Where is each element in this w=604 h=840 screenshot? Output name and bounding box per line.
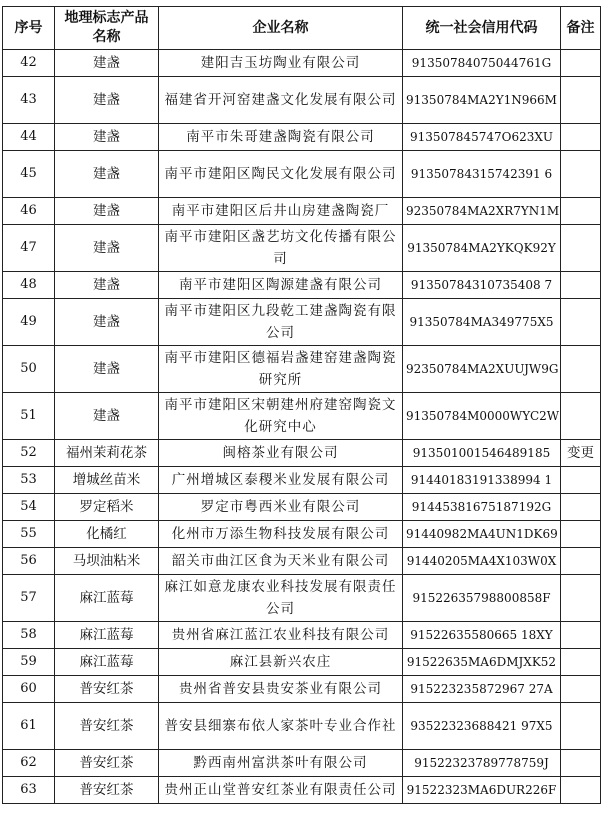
row-remark <box>561 494 601 521</box>
table-row <box>3 575 601 622</box>
enterprise-table <box>2 6 601 804</box>
row-company-name: 贵州省普安县贵安茶业有限公司 <box>159 676 403 703</box>
row-remark <box>561 198 601 225</box>
row-company-name: 韶关市曲江区食为天米业有限公司 <box>159 548 403 575</box>
row-product-name: 建盏 <box>55 77 159 124</box>
row-credit-code: 91522635798800858F <box>403 575 561 622</box>
row-number: 42 <box>3 50 55 77</box>
row-number: 51 <box>3 393 55 440</box>
row-credit-code: 913501001546489185 <box>403 440 561 467</box>
row-product-name: 建盏 <box>55 299 159 346</box>
table-row <box>3 50 601 77</box>
row-number: 54 <box>3 494 55 521</box>
row-company-name: 贵州正山堂普安红茶业有限责任公司 <box>159 777 403 804</box>
table-row <box>3 467 601 494</box>
table-row <box>3 521 601 548</box>
table-row <box>3 649 601 676</box>
row-company-name: 麻江如意龙康农业科技发展有限责任公司 <box>159 575 403 622</box>
row-product-name: 罗定稻米 <box>55 494 159 521</box>
row-number: 46 <box>3 198 55 225</box>
row-product-name: 福州茉莉花茶 <box>55 440 159 467</box>
row-credit-code: 915223235872967 27A <box>403 676 561 703</box>
header-no: 序号 <box>3 7 55 50</box>
row-number: 50 <box>3 346 55 393</box>
row-remark <box>561 393 601 440</box>
row-company-name: 广州增城区泰稷米业发展有限公司 <box>159 467 403 494</box>
row-product-name: 麻江蓝莓 <box>55 575 159 622</box>
row-credit-code: 91350784MA349775X5 <box>403 299 561 346</box>
row-credit-code: 91350784315742391 6 <box>403 151 561 198</box>
table-row <box>3 299 601 346</box>
row-remark <box>561 272 601 299</box>
header-remark: 备注 <box>561 7 601 50</box>
row-number: 57 <box>3 575 55 622</box>
table-row <box>3 272 601 299</box>
row-company-name: 建阳吉玉坊陶业有限公司 <box>159 50 403 77</box>
table-row <box>3 750 601 777</box>
row-number: 62 <box>3 750 55 777</box>
header-code: 统一社会信用代码 <box>403 7 561 50</box>
row-number: 61 <box>3 703 55 750</box>
row-company-name: 罗定市粤西米业有限公司 <box>159 494 403 521</box>
row-credit-code: 91445381675187192G <box>403 494 561 521</box>
row-remark <box>561 521 601 548</box>
row-product-name: 建盏 <box>55 50 159 77</box>
row-remark <box>561 151 601 198</box>
header-product: 地理标志产品名称 <box>55 7 159 50</box>
row-company-name: 闽榕茶业有限公司 <box>159 440 403 467</box>
row-company-name: 福建省开河窑建盏文化发展有限公司 <box>159 77 403 124</box>
row-number: 48 <box>3 272 55 299</box>
row-number: 56 <box>3 548 55 575</box>
row-remark <box>561 750 601 777</box>
row-company-name: 南平市朱哥建盏陶瓷有限公司 <box>159 124 403 151</box>
row-company-name: 贵州省麻江蓝江农业科技有限公司 <box>159 622 403 649</box>
row-company-name: 南平市建阳区陶源建盏有限公司 <box>159 272 403 299</box>
table-row <box>3 622 601 649</box>
table-header-row <box>3 7 601 50</box>
row-number: 63 <box>3 777 55 804</box>
row-company-name: 麻江县新兴农庄 <box>159 649 403 676</box>
table-row <box>3 124 601 151</box>
row-remark <box>561 77 601 124</box>
row-product-name: 普安红茶 <box>55 777 159 804</box>
row-number: 43 <box>3 77 55 124</box>
row-product-name: 化橘红 <box>55 521 159 548</box>
row-credit-code: 93522323688421 97X5 <box>403 703 561 750</box>
row-product-name: 马坝油粘米 <box>55 548 159 575</box>
row-credit-code: 91350784075044761G <box>403 50 561 77</box>
row-number: 59 <box>3 649 55 676</box>
row-remark <box>561 703 601 750</box>
row-credit-code: 91522635MA6DMJXK52 <box>403 649 561 676</box>
row-remark <box>561 299 601 346</box>
row-credit-code: 91440205MA4X103W0X <box>403 548 561 575</box>
row-product-name: 建盏 <box>55 393 159 440</box>
row-company-name: 南平市建阳区盏艺坊文化传播有限公司 <box>159 225 403 272</box>
row-remark <box>561 50 601 77</box>
row-product-name: 麻江蓝莓 <box>55 622 159 649</box>
row-credit-code: 92350784MA2XR7YN1M <box>403 198 561 225</box>
row-product-name: 建盏 <box>55 346 159 393</box>
header-company: 企业名称 <box>159 7 403 50</box>
row-number: 45 <box>3 151 55 198</box>
row-remark <box>561 777 601 804</box>
table-row <box>3 548 601 575</box>
row-product-name: 普安红茶 <box>55 703 159 750</box>
row-credit-code: 91522635580665 18XY <box>403 622 561 649</box>
row-product-name: 建盏 <box>55 225 159 272</box>
row-company-name: 南平市建阳区陶民文化发展有限公司 <box>159 151 403 198</box>
table-row <box>3 151 601 198</box>
table-row <box>3 346 601 393</box>
table-row <box>3 440 601 467</box>
row-credit-code: 91350784MA2Y1N966M <box>403 77 561 124</box>
row-product-name: 麻江蓝莓 <box>55 649 159 676</box>
row-credit-code: 91440982MA4UN1DK69 <box>403 521 561 548</box>
row-remark: 变更 <box>561 440 601 467</box>
row-company-name: 黔西南州富洪茶叶有限公司 <box>159 750 403 777</box>
row-product-name: 建盏 <box>55 151 159 198</box>
row-product-name: 建盏 <box>55 272 159 299</box>
row-credit-code: 91522323MA6DUR226F <box>403 777 561 804</box>
table-row <box>3 393 601 440</box>
row-remark <box>561 676 601 703</box>
row-company-name: 南平市建阳区九段乾工建盏陶瓷有限公司 <box>159 299 403 346</box>
row-remark <box>561 467 601 494</box>
row-credit-code: 91350784310735408 7 <box>403 272 561 299</box>
row-remark <box>561 622 601 649</box>
row-remark <box>561 548 601 575</box>
row-credit-code: 91350784M0000WYC2W <box>403 393 561 440</box>
row-number: 47 <box>3 225 55 272</box>
row-number: 52 <box>3 440 55 467</box>
row-number: 49 <box>3 299 55 346</box>
row-product-name: 建盏 <box>55 198 159 225</box>
row-number: 44 <box>3 124 55 151</box>
row-product-name: 增城丝苗米 <box>55 467 159 494</box>
row-company-name: 化州市万添生物科技发展有限公司 <box>159 521 403 548</box>
row-remark <box>561 346 601 393</box>
row-product-name: 普安红茶 <box>55 676 159 703</box>
row-credit-code: 913507845747O623XU <box>403 124 561 151</box>
table-row <box>3 198 601 225</box>
row-remark <box>561 225 601 272</box>
row-credit-code: 91350784MA2YKQK92Y <box>403 225 561 272</box>
row-number: 53 <box>3 467 55 494</box>
row-credit-code: 91440183191338994 1 <box>403 467 561 494</box>
row-number: 58 <box>3 622 55 649</box>
row-company-name: 南平市建阳区后井山房建盏陶瓷厂 <box>159 198 403 225</box>
table-row <box>3 77 601 124</box>
row-company-name: 南平市建阳区宋朝建州府建窑陶瓷文化研究中心 <box>159 393 403 440</box>
row-number: 55 <box>3 521 55 548</box>
row-product-name: 建盏 <box>55 124 159 151</box>
row-remark <box>561 649 601 676</box>
table-body <box>3 50 601 804</box>
row-product-name: 普安红茶 <box>55 750 159 777</box>
row-company-name: 普安县细寨布依人家茶叶专业合作社 <box>159 703 403 750</box>
row-credit-code: 92350784MA2XUUJW9G <box>403 346 561 393</box>
table-row <box>3 494 601 521</box>
row-remark <box>561 124 601 151</box>
row-remark <box>561 575 601 622</box>
row-company-name: 南平市建阳区德福岩盏建窑建盏陶瓷研究所 <box>159 346 403 393</box>
table-row <box>3 676 601 703</box>
table-row <box>3 777 601 804</box>
row-number: 60 <box>3 676 55 703</box>
table-row <box>3 703 601 750</box>
row-credit-code: 91522323789778759J <box>403 750 561 777</box>
table-row <box>3 225 601 272</box>
